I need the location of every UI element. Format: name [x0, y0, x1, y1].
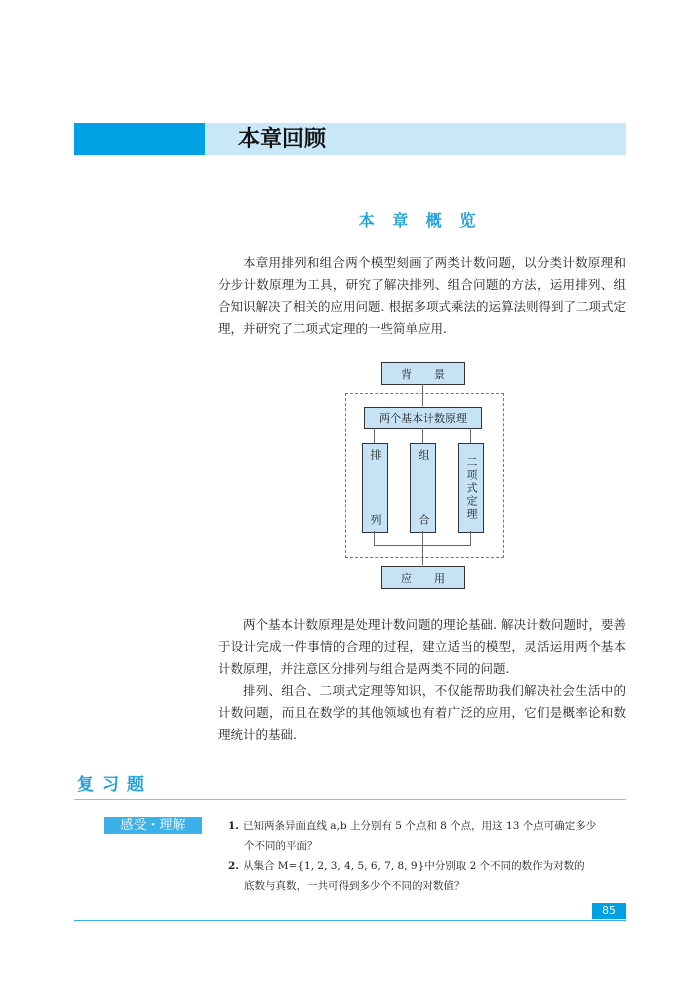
diagram-principles-box: 两个基本计数原理: [364, 407, 482, 429]
footer-line: [74, 920, 626, 921]
question-first-line: [228, 816, 628, 836]
question-text: 已知两条异面直线 a,b 上分别有 5 个点和 8 个点，用这 13 个点可确定多少: [242, 820, 597, 832]
diagram-background-box: 背 景: [381, 362, 465, 385]
diagram-permutation-box: 排 列: [362, 443, 388, 533]
connector: [470, 531, 471, 545]
connector: [422, 428, 423, 443]
overview-paragraph: [218, 252, 626, 340]
question-first-line: [228, 856, 628, 876]
question-text: 个不同的平面？: [244, 840, 318, 852]
connector: [374, 531, 375, 545]
question-number: 2.: [228, 860, 239, 872]
header-accent-bar: [74, 123, 205, 155]
overview-title: 本 章 概 览: [358, 211, 482, 230]
diagram-application-box: 应 用: [381, 566, 465, 589]
question-number: 1.: [228, 820, 239, 832]
connector: [470, 428, 471, 443]
category-badge: 感受・理解: [104, 817, 202, 834]
question-item: [228, 856, 628, 896]
question-item: [228, 816, 628, 856]
paragraph-2: 两个基本计数原理是处理计数问题的理论基础. 解决计数问题时，要善于设计完成一件事情的合理的过程，建立适当的模型，灵活运用两个基本计数原理，并注意区分排列与组合是两类不同的问题.: [218, 617, 626, 676]
diagram-binomial-box: 二项式定理: [458, 443, 484, 533]
review-title: 复习题: [77, 775, 152, 795]
connector: [422, 531, 423, 565]
paragraph-3: 排列、组合、二项式定理等知识，不仅能帮助我们解决社会生活中的计数问题，而且在数学的其他领域也有着广泛的应用，它们是概率论和数理统计的基础.: [218, 683, 626, 742]
question-text: 从集合 M={1, 2, 3, 4, 5, 6, 7, 8, 9}中分别取 2 个不同的数作为对数的: [242, 860, 585, 872]
diagram-combination-box: 组 合: [410, 443, 436, 533]
connector: [374, 545, 471, 546]
paragraph-1: 本章用排列和组合两个模型刻画了两类计数问题，以分类计数原理和分步计数原理为工具，研究了解决排列、组合问题的方法，运用排列、组合知识解决了相关的应用问题. 根据多项式乘法的运算法则得到了二项式定理，并研究了二项式定理的一些简单应用.: [218, 255, 626, 336]
question-list: [228, 816, 628, 896]
connector: [374, 428, 375, 443]
overview-paragraph: [218, 614, 626, 746]
divider: [74, 799, 626, 800]
question-text: 底数与真数，一共可得到多少个不同的对数值？: [244, 880, 465, 892]
page-number: 85: [592, 903, 626, 919]
chapter-review-title: 本章回顾: [238, 126, 327, 152]
